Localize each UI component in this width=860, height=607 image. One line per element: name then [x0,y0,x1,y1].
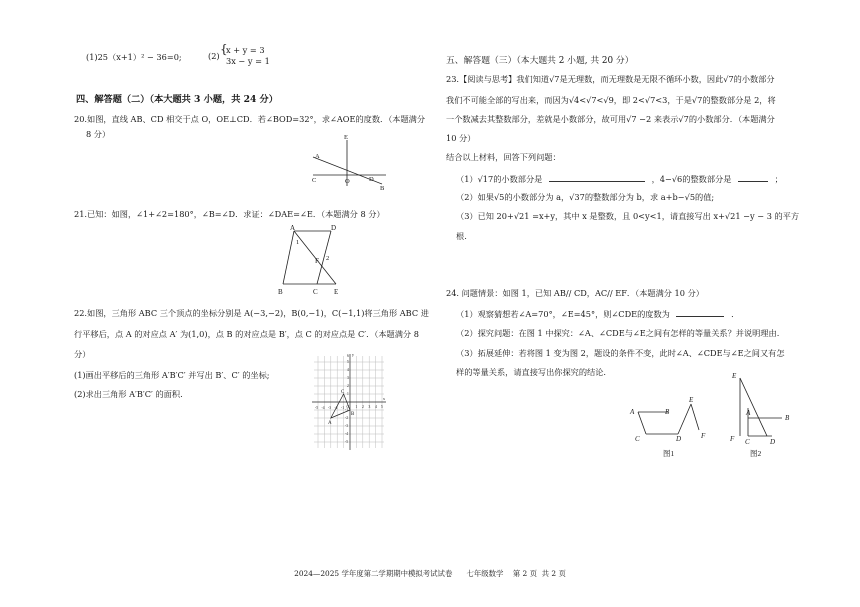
q19-eq2-label: (2) [208,51,220,61]
q22-coordinate-grid [310,352,388,456]
q19-eq1: (1)25（x+1）² − 36=0; [86,52,182,62]
q19-eq2-line1: x + y = 3 [226,45,265,55]
q22-label-C: C [341,390,345,395]
svg-text:-4: -4 [321,406,325,410]
q21-label-D: D [331,224,337,232]
svg-text:y: y [352,352,354,357]
fig2-caption: 图2 [750,449,762,458]
q22-line1: 22.如图，三角形 ABC 三个顶点的坐标分别是 A(−3,−2)，B(0,−1)，C(−1,1)将三角形 ABC 进 [74,308,429,318]
q20-label-B: B [380,185,385,190]
svg-text:-1: -1 [345,408,348,412]
q24-sub2: （2）探究问题：在图 1 中探究：∠A、∠CDE与∠E之间有怎样的等量关系？并说明理由. [456,328,780,338]
q21-label-A: A [290,224,296,232]
q22-sub1: (1)画出平移后的三角形 A′B′C′ 并写出 B′、C′ 的坐标; [74,370,270,380]
q20-label-A: A [315,153,320,160]
q23-answer-blank-1[interactable] [549,173,645,182]
fig2-label-F: F [730,435,735,443]
q19-eq2-line2: 3x − y = 1 [226,56,270,66]
q24-figure-2 [724,368,804,460]
svg-text:-3: -3 [328,406,331,410]
fig1-label-A: A [630,408,635,416]
q24-sub1: （1）观察猜想若∠A=70°，∠E=45°，则∠CDE的度数为 ． [456,309,740,319]
q24-sub3-line2: 样的等量关系，请直接写出你探究的结论. [456,367,606,377]
fig2-label-A: A [746,409,751,417]
fig1-label-D: D [676,435,682,443]
q21-label-F: F [315,257,319,265]
fig1-caption: 图1 [663,449,675,458]
q22-label-B: B [351,412,355,417]
svg-text:-3: -3 [345,424,348,428]
q24-answer-blank[interactable] [676,308,724,317]
svg-text:O: O [346,405,350,409]
svg-text:1: 1 [355,405,358,409]
q24-sub3-line1: （3）拓展延伸：若将图 1 变为图 2，题设的条件不变，此时∠A、∠CDE与∠E之间又有怎 [456,348,785,358]
q21-label-C: C [313,288,318,296]
q23-sub2: （2）如果√5的小数部分为 a，√37的整数部分为 b，求 a+b−√5的值; [456,192,715,202]
q21-label-2: 2 [326,255,330,262]
q19-brace: { [220,42,228,56]
svg-text:-2: -2 [345,416,348,420]
q22-sub2: (2)求出三角形 A′B′C′ 的面积. [74,389,183,399]
svg-text:-1: -1 [341,406,344,410]
q21-figure [272,224,352,296]
svg-text:-2: -2 [334,406,338,410]
q22-line3: 分） [74,349,91,359]
svg-text:1: 1 [347,392,349,396]
svg-text:4: 4 [347,368,349,372]
svg-text:6: 6 [347,354,349,358]
fig2-label-D: D [770,438,776,446]
q21-label-B: B [278,288,283,296]
svg-text:2: 2 [362,405,364,409]
fig2-label-E: E [732,372,737,380]
q20-line2: 8 分） [86,129,111,139]
q23-line5: 结合以上材料，回答下列问题： [446,152,561,162]
svg-text:-5: -5 [315,406,318,410]
q24-figure-1 [624,390,716,460]
q23-line4: 10 分） [446,133,476,143]
fig1-label-B: B [665,408,670,416]
svg-text:-5: -5 [345,440,348,444]
q23-sub3-line1: （3）已知 20+√21 =x+y，其中 x 是整数，且 0<y<1，请直接写出 x+√21 −y − 3 的平方 [456,211,800,221]
q20-label-O: O [345,178,350,185]
svg-text:4: 4 [375,405,377,409]
q20-figure [310,132,390,190]
fig2-label-C: C [745,438,750,446]
q23-line1: 23.【阅读与思考】我们知道√7是无理数，而无理数是无限不循环小数，因此√7的小数部分 [446,74,775,84]
q23-sub3-line2: 根. [456,231,467,241]
q21-text: 21.已知：如图，∠1+∠2=180°，∠B=∠D．求证：∠DAE=∠E．（本题满分 8 分） [74,209,385,219]
q20-label-C: C [312,177,317,184]
fig1-label-E: E [689,396,694,404]
q20-label-D: D [369,176,374,183]
q23-line3: 一个数减去其整数部分，差就是小数部分，故可用√7 −2 来表示√7的小数部分．（本题满分 [446,114,775,124]
q21-label-1: 1 [296,239,300,246]
fig1-label-C: C [635,435,640,443]
svg-text:5: 5 [347,360,349,364]
svg-text:3: 3 [368,405,371,409]
svg-text:-4: -4 [345,432,348,436]
svg-text:2: 2 [347,384,349,388]
q21-label-E: E [334,288,339,296]
svg-text:x: x [383,396,385,401]
section5-heading: 五、解答题（三）（本大题共 2 小题, 共 20 分） [446,56,634,66]
svg-text:5: 5 [381,405,383,409]
q23-sub1: （1）√17的小数部分是 ，4−√6的整数部分是 ； [456,174,783,184]
q22-label-A: A [328,421,332,426]
svg-text:3: 3 [347,376,349,380]
q24-line1: 24. 问题情景：如图 1，已知 AB// CD，AC// EF．（本题满分 10 分） [446,288,704,298]
q23-answer-blank-2[interactable] [738,173,768,182]
fig1-label-F: F [701,432,706,440]
q22-line2: 行平移后，点 A 的对应点 A′ 为(1,0)，点 B 的对应点是 B′，点 C 的对应点是 C′．（本题满分 8 [74,329,419,339]
section4-heading: 四、解答题（二）（本大题共 3 小题，共 24 分） [76,94,278,105]
page-footer: 2024—2025 学年度第二学期期中模拟考试试卷 七年级数学 第 2 页 共 2 页 [294,569,566,578]
q20-label-E: E [344,134,348,141]
fig2-label-B: B [785,414,790,422]
q23-line2: 我们不可能全部的写出来，而因为√4<√7<√9，即 2<√7<3，于是√7的整数部分是 2，将 [446,95,776,105]
q20-line1: 20.如图，直线 AB、CD 相交于点 O，OE⊥CD．若∠BOD=32°，求∠AOE的度数．（本题满分 [74,114,426,124]
